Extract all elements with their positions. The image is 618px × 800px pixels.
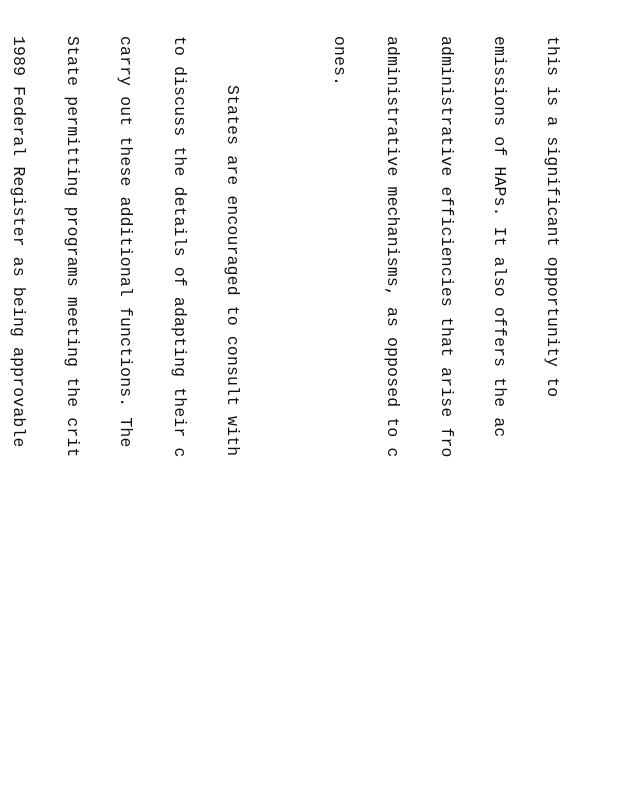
text-line: this is a significant opportunity to [543,36,563,398]
text-line: ones. [329,36,349,87]
text-line: administrative efficiencies that arise fro [436,36,456,458]
text-line: emissions of HAPs. It also offers the ac [490,36,510,438]
text-line: carry out these additional functions. The [116,36,136,448]
text-line: to discuss the details of adapting their c [169,36,189,458]
paragraph-start-line: States are encouraged to consult with [223,85,243,457]
text-line: State permitting programs meeting the crit [62,36,82,458]
text-line: 1989 Federal Register as being approvable [9,36,29,448]
text-line: administrative mechanisms, as opposed to c [383,36,403,458]
paragraph-gap [277,36,295,800]
rotated-text-column [0,36,597,800]
